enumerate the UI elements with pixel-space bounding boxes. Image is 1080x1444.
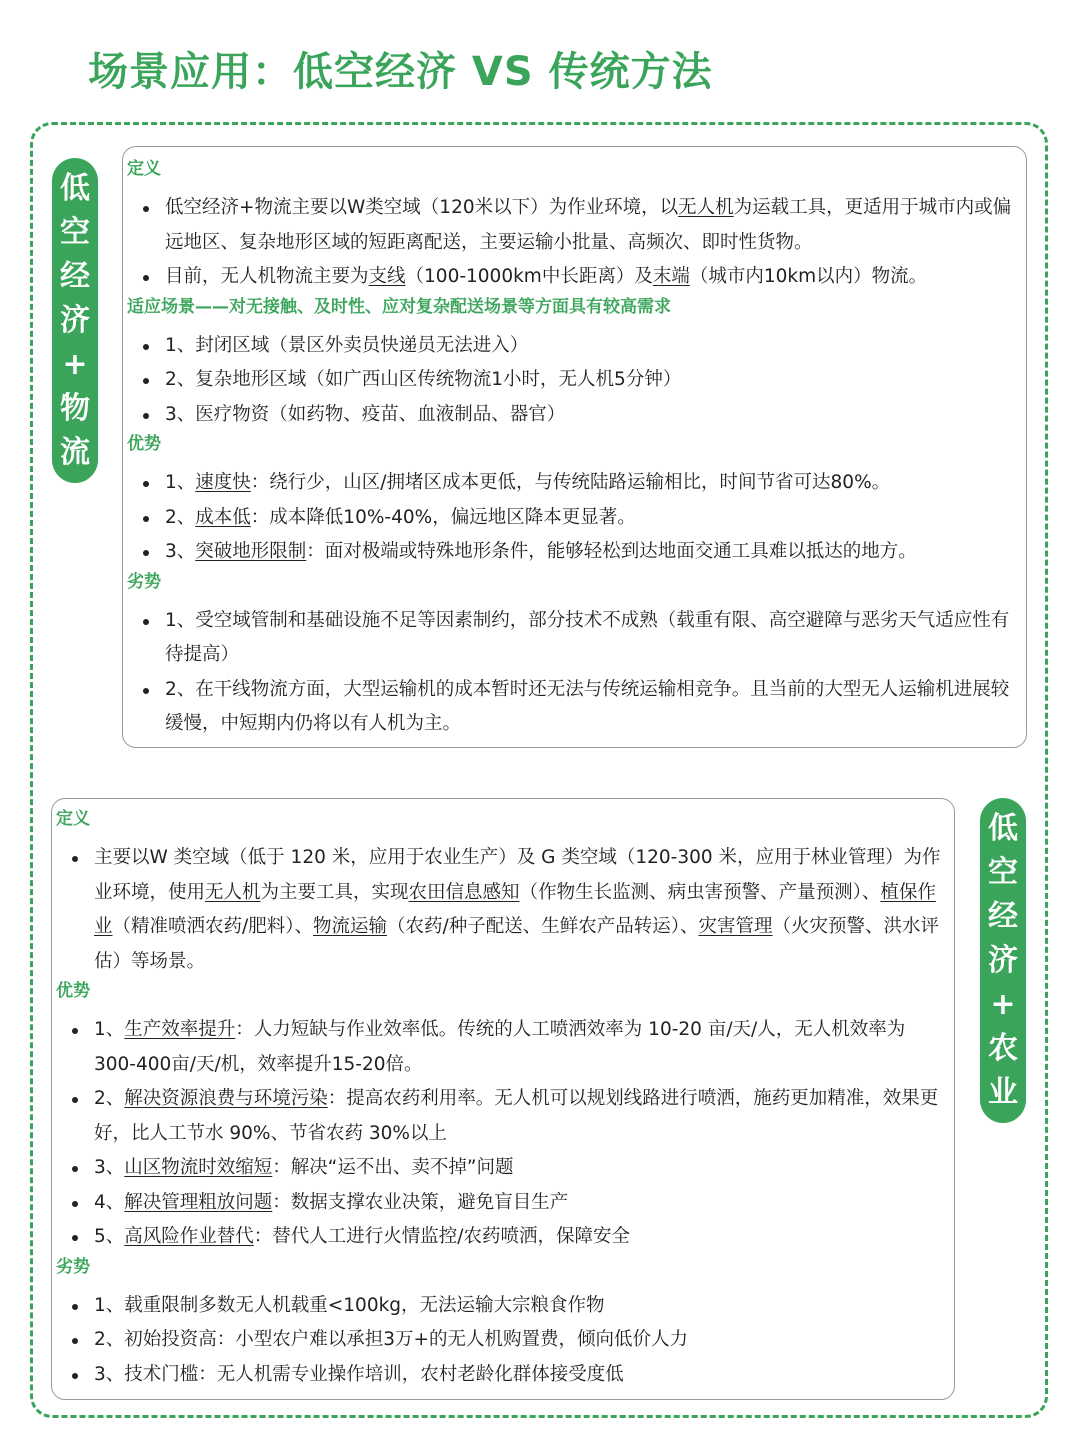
list-item: 3、医疗物资（如药物、疫苗、血液制品、器官）	[127, 398, 1016, 433]
tab-char: 经	[988, 898, 1018, 934]
text: （城市内10km以内）物流。	[689, 266, 928, 287]
advantages-list	[127, 466, 1016, 570]
list-item	[56, 1082, 944, 1151]
list-item	[56, 1220, 944, 1255]
text: 1、	[165, 472, 196, 493]
definition-list	[127, 191, 1016, 295]
underlined-term: 支线	[368, 266, 406, 287]
list-item	[56, 1151, 944, 1186]
list-item: 1、载重限制多数无人机载重<100kg，无法运输大宗粮食作物	[56, 1289, 944, 1324]
underlined-term: 速度快	[195, 472, 251, 493]
definition-list	[56, 841, 944, 979]
tab-char: +	[990, 986, 1016, 1022]
text: （作物生长监测、病虫害预警、产量预测）、	[519, 881, 881, 903]
text: ：绕行少，山区/拥堵区成本更低，与传统陆路运输相比，时间节省可达80%。	[250, 472, 891, 493]
page-title: 场景应用：低空经济 VS 传统方法	[88, 49, 713, 95]
list-item: 1、封闭区域（景区外卖员快递员无法进入）	[127, 329, 1016, 364]
text: 3、	[94, 1157, 125, 1178]
text: （100-1000km中长距离）及	[405, 266, 653, 287]
text: ：替代人工进行火情监控/农药喷洒，保障安全	[253, 1226, 631, 1247]
underlined-term: 无人机	[678, 197, 734, 218]
text: 2、	[94, 1088, 125, 1109]
list-item	[56, 841, 944, 979]
disadvantages-heading: 劣势	[127, 571, 161, 592]
tab-char: 业	[988, 1074, 1018, 1110]
text: 目前，无人机物流主要为	[165, 266, 369, 287]
tab-char: 空	[60, 214, 90, 250]
tab-char: 农	[988, 1030, 1018, 1066]
text: （农药/种子配送、生鲜农产品转运）、	[387, 916, 699, 937]
disadvantages-list	[127, 604, 1016, 742]
underlined-term: 农田信息感知	[408, 881, 520, 903]
underlined-term: 灾害管理	[698, 916, 773, 937]
list-item	[56, 1013, 944, 1082]
underlined-term: 末端	[652, 266, 690, 287]
list-item: 3、技术门槛：无人机需专业操作培训，农村老龄化群体接受度低	[56, 1358, 944, 1393]
text: 3、	[165, 541, 196, 562]
text: ：数据支撑农业决策，避免盲目生产	[272, 1191, 569, 1213]
tab-char: 经	[60, 258, 90, 294]
underlined-term: 植保作业	[94, 881, 936, 937]
tab-char: 济	[60, 302, 90, 338]
tab-char: 济	[988, 942, 1018, 978]
text: ：提高农药利用率。无人机可以规划线路进行喷洒，施药更加精准，效果更好，比人工节水 90%、节省农药 30%以上	[94, 1088, 939, 1144]
list-item	[127, 466, 1016, 501]
text: 为运载工具，更适用于城市内或偏远地区、复杂地形区域的短距离配送，主要运输小批量、高频次、即时性货物。	[165, 197, 1012, 253]
definition-heading: 定义	[127, 159, 161, 179]
text: ：人力短缺与作业效率低。传统的人工喷洒效率为 10-20 亩/天/人，无人机效率为300-400亩/天/机，效率提升15-20倍。	[94, 1019, 906, 1075]
list-item	[127, 535, 1016, 570]
list-item	[127, 501, 1016, 536]
text: ：成本降低10%-40%，偏远地区降本更显著。	[250, 506, 636, 528]
list-item: 2、在干线物流方面，大型运输机的成本暂时还无法与传统运输相竞争。且当前的大型无人运输机进展较缓慢，中短期内仍将以有人机为主。	[127, 673, 1016, 742]
tab-char: 空	[988, 854, 1018, 890]
advantages-heading: 优势	[127, 434, 161, 454]
text: ：面对极端或特殊地形条件，能够轻松到达地面交通工具难以抵达的地方。	[306, 541, 917, 562]
tab-agriculture	[980, 798, 1026, 1123]
underlined-term: 高风险作业替代	[124, 1226, 254, 1247]
scenarios-heading: 适应场景——对无接触、及时性、应对复杂配送场景等方面具有较高需求	[127, 296, 671, 317]
text: 为主要工具，实现	[260, 881, 409, 903]
underlined-term: 山区物流时效缩短	[124, 1157, 273, 1178]
list-item	[127, 191, 1016, 260]
list-item: 2、初始投资高：小型农户难以承担3万+的无人机购置费，倾向低价人力	[56, 1323, 944, 1358]
logistics-card	[122, 146, 1027, 748]
tab-char: +	[62, 346, 88, 382]
tab-logistics	[52, 158, 98, 483]
tab-char: 物	[60, 390, 90, 426]
list-item	[127, 260, 1016, 295]
underlined-term: 解决管理粗放问题	[124, 1191, 273, 1213]
underlined-term: 生产效率提升	[124, 1019, 236, 1040]
text: 5、	[94, 1226, 125, 1247]
text: 1、	[94, 1019, 125, 1040]
list-item: 1、受空域管制和基础设施不足等因素制约，部分技术不成熟（载重有限、高空避障与恶劣天气适应性有待提高）	[127, 604, 1016, 673]
underlined-term: 突破地形限制	[195, 541, 307, 562]
list-item	[56, 1186, 944, 1221]
definition-heading: 定义	[56, 809, 90, 829]
advantages-list	[56, 1013, 944, 1255]
text: （精准喷洒农药/肥料）、	[112, 916, 313, 937]
text: 低空经济+物流主要以W类空域（120米以下）为作业环境，以	[165, 197, 679, 218]
underlined-term: 物流运输	[313, 916, 388, 937]
advantages-heading: 优势	[56, 981, 90, 1001]
tab-char: 流	[60, 434, 90, 470]
text: 2、	[165, 506, 196, 528]
underlined-term: 成本低	[195, 506, 251, 528]
disadvantages-list	[56, 1289, 944, 1393]
scenarios-list	[127, 329, 1016, 433]
text: ：解决“运不出、卖不掉”问题	[272, 1157, 514, 1178]
disadvantages-heading: 劣势	[56, 1256, 90, 1277]
text: 4、	[94, 1191, 125, 1213]
text: （火灾预警、洪水评估）等场景。	[94, 916, 940, 972]
text: 主要以W 类空域（低于 120 米，应用于农业生产）及 G 类空域（120-300 米，应用于林业管理）为作业环境，使用	[94, 847, 941, 903]
underlined-term: 解决资源浪费与环境污染	[124, 1088, 328, 1109]
tab-char: 低	[988, 810, 1018, 846]
list-item: 2、复杂地形区域（如广西山区传统物流1小时，无人机5分钟）	[127, 363, 1016, 398]
agriculture-card	[51, 798, 955, 1400]
tab-char: 低	[60, 170, 90, 206]
underlined-term: 无人机	[205, 881, 261, 903]
